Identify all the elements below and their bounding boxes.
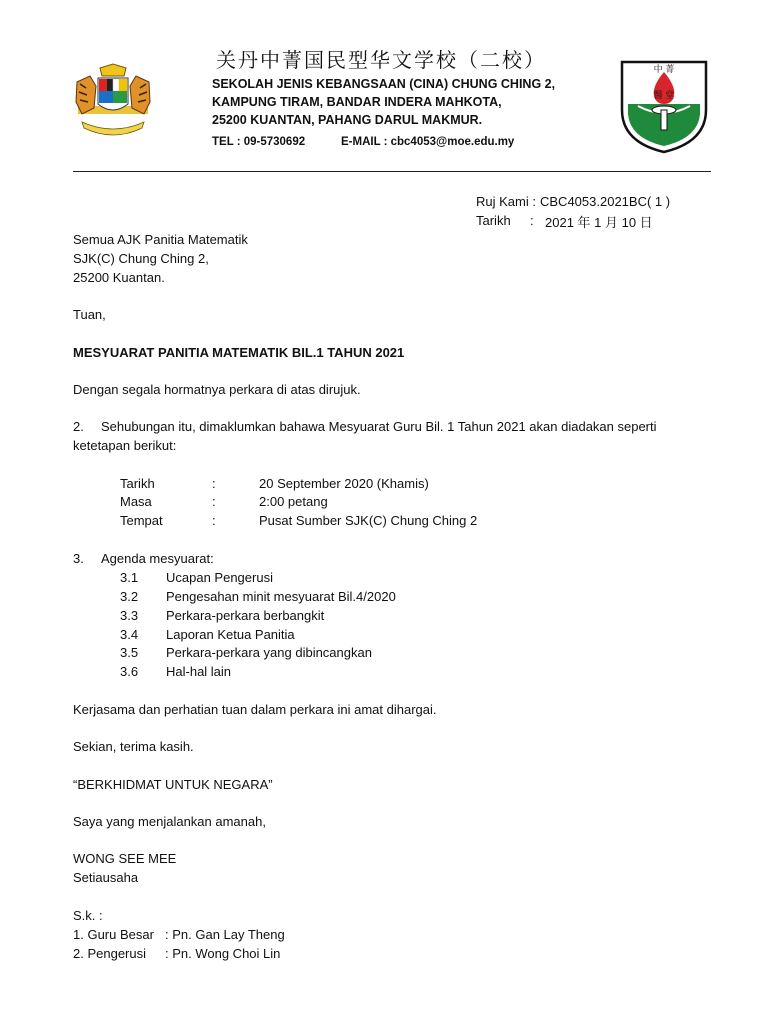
- crest-text-top: 中 菁: [653, 65, 675, 75]
- motto: “BERKHIDMAT UNTUK NEGARA”: [73, 777, 273, 792]
- intro-paragraph: Dengan segala hormatnya perkara di atas dirujuk.: [73, 382, 361, 397]
- agenda-item-number: 3.3: [120, 608, 139, 623]
- agenda-item-text: Perkara-perkara yang dibincangkan: [166, 645, 372, 660]
- recipient-line-3: 25200 Kuantan.: [73, 270, 165, 285]
- paragraph-2-number: 2.: [73, 419, 84, 434]
- salutation: Tuan,: [73, 307, 106, 322]
- school-telephone: TEL : 09-5730692: [212, 136, 306, 148]
- recipient-line-1: Semua AJK Panitia Matematik: [73, 232, 248, 247]
- agenda-title: Agenda mesyuarat:: [101, 551, 214, 566]
- recipient-line-2: SJK(C) Chung Ching 2,: [73, 251, 209, 266]
- detail-colon: :: [212, 513, 216, 528]
- cc-role: 2. Pengerusi: [73, 946, 146, 961]
- header-divider: [73, 171, 711, 172]
- reference-value: CBC4053.2021BC( 1 ): [540, 194, 671, 209]
- agenda-item-text: Laporan Ketua Panitia: [166, 627, 295, 642]
- cc-label: S.k. :: [73, 908, 103, 923]
- agenda-item-text: Ucapan Pengerusi: [166, 570, 273, 585]
- signatory-name: WONG SEE MEE: [73, 851, 177, 866]
- agenda-item-number: 3.2: [120, 589, 139, 604]
- date-label: Tarikh: [476, 213, 511, 228]
- cc-role: 1. Guru Besar: [73, 927, 154, 942]
- signatory-title: Setiausaha: [73, 870, 139, 885]
- date-value: 2021 年 1 月 10 日: [545, 215, 653, 230]
- reference-label: Ruj Kami :: [476, 194, 536, 209]
- closing-appreciation: Kerjasama dan perhatian tuan dalam perkara ini amat dihargai.: [73, 702, 437, 717]
- cc-name: : Pn. Gan Lay Theng: [165, 927, 285, 942]
- detail-value-date: 20 September 2020 (Khamis): [259, 476, 429, 491]
- detail-colon: :: [212, 476, 216, 491]
- trust-statement: Saya yang menjalankan amanah,: [73, 814, 266, 829]
- detail-label-venue: Tempat: [120, 513, 163, 528]
- closing-thanks: Sekian, terima kasih.: [73, 739, 194, 754]
- agenda-number: 3.: [73, 551, 84, 566]
- detail-value-time: 2:00 petang: [259, 494, 328, 509]
- detail-colon: :: [212, 494, 216, 509]
- school-crest-logo: [618, 58, 710, 154]
- agenda-item-text: Perkara-perkara berbangkit: [166, 608, 325, 623]
- cc-name: : Pn. Wong Choi Lin: [165, 946, 281, 961]
- paragraph-2-line-1: Sehubungan itu, dimaklumkan bahawa Mesyuarat Guru Bil. 1 Tahun 2021 akan diadakan seperti: [101, 419, 657, 434]
- detail-value-venue: Pusat Sumber SJK(C) Chung Ching 2: [259, 513, 478, 528]
- malaysia-coat-of-arms-logo: [72, 62, 154, 146]
- school-email: E-MAIL : cbc4053@moe.edu.my: [341, 136, 515, 148]
- agenda-item-text: Pengesahan minit mesyuarat Bil.4/2020: [166, 589, 396, 604]
- agenda-item-number: 3.5: [120, 645, 139, 660]
- school-address-line-1: SEKOLAH JENIS KEBANGSAAN (CINA) CHUNG CHING 2,: [212, 77, 556, 91]
- agenda-item-text: Hal-hal lain: [166, 664, 232, 679]
- crest-text-mid: 醫 堂: [653, 91, 675, 101]
- paragraph-2-line-2: ketetapan berikut:: [73, 438, 177, 453]
- detail-label-date: Tarikh: [120, 476, 155, 491]
- date-colon: :: [530, 213, 534, 228]
- agenda-item-number: 3.1: [120, 570, 139, 585]
- school-address-line-3: 25200 KUANTAN, PAHANG DARUL MAKMUR.: [212, 113, 483, 127]
- school-address-line-2: KAMPUNG TIRAM, BANDAR INDERA MAHKOTA,: [212, 95, 502, 109]
- detail-label-time: Masa: [120, 494, 152, 509]
- agenda-item-number: 3.6: [120, 664, 139, 679]
- agenda-item-number: 3.4: [120, 627, 139, 642]
- school-name-chinese: 关丹中菁国民型华文学校（二校）: [216, 48, 546, 72]
- letter-subject: MESYUARAT PANITIA MATEMATIK BIL.1 TAHUN 2021: [73, 345, 405, 360]
